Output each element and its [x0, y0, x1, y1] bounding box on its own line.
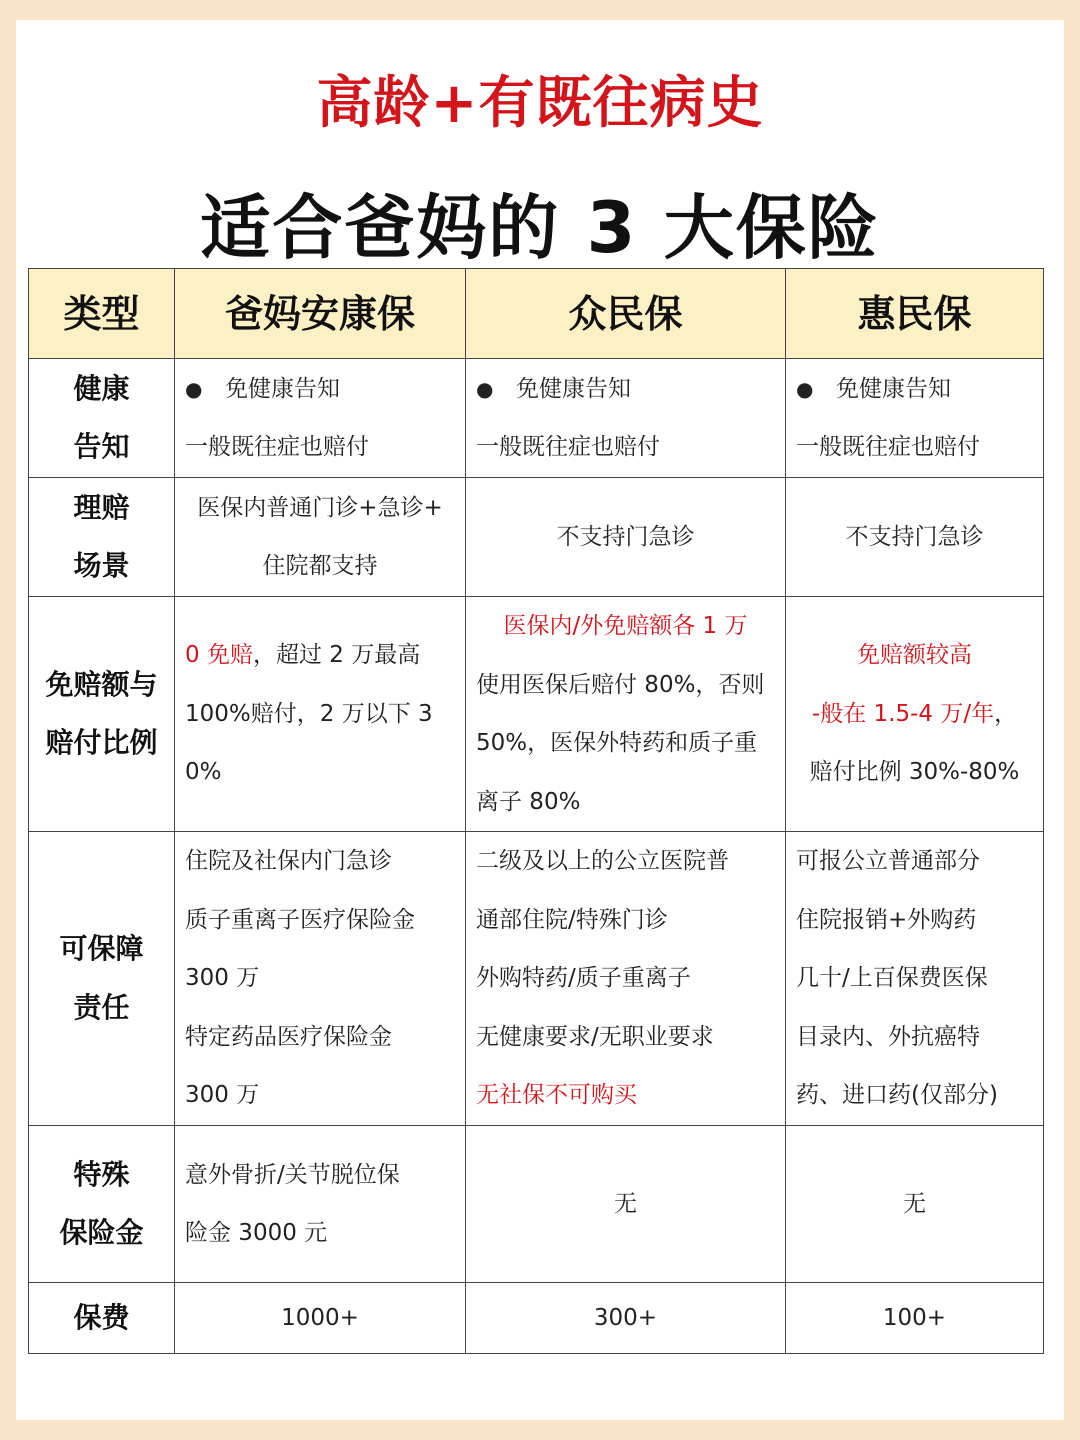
header-row — [29, 269, 1044, 359]
cell-coverage-c: 可报公立普通部分 住院报销+外购药 几十/上百保费医保 目录内、外抗癌特 药、进口药(仅部分) — [786, 832, 1044, 1126]
header-type: 类型 — [29, 269, 175, 359]
cell-premium-a: 1000+ — [175, 1283, 466, 1354]
cell-premium-b: 300+ — [466, 1283, 786, 1354]
cell-special-c: 无 — [786, 1126, 1044, 1283]
cell-special-a: 意外骨折/关节脱位保 险金 3000 元 — [175, 1126, 466, 1283]
cell-deductible-b: 医保内/外免赔额各 1 万 使用医保后赔付 80%，否则 50%，医保外特药和质子重 离子 80% — [466, 597, 786, 832]
title-line-1: 高龄+有既往病史 — [316, 71, 764, 136]
cell-claims-b: 不支持门急诊 — [466, 478, 786, 597]
bullet-icon: ● — [796, 376, 814, 401]
row-claim-scenarios — [29, 478, 1044, 597]
row-label-claims: 理赔 场景 — [29, 478, 175, 597]
cell-premium-c: 100+ — [786, 1283, 1044, 1354]
cell-health-a: ● 免健康告知 一般既往症也赔付 — [175, 359, 466, 478]
row-health-disclosure — [29, 359, 1044, 478]
row-label-premium: 保费 — [29, 1283, 175, 1354]
cell-deductible-a: 0 免赔，超过 2 万最高 100%赔付，2 万以下 30% — [175, 597, 466, 832]
row-label-health: 健康 告知 — [29, 359, 175, 478]
cell-health-c: ● 免健康告知 一般既往症也赔付 — [786, 359, 1044, 478]
cell-special-b: 无 — [466, 1126, 786, 1283]
row-premium — [29, 1283, 1044, 1354]
bullet-icon: ● — [476, 376, 494, 401]
cell-claims-a: 医保内普通门诊+急诊+ 住院都支持 — [175, 478, 466, 597]
cell-claims-c: 不支持门急诊 — [786, 478, 1044, 597]
cell-deductible-c: 免赔额较高 -般在 1.5-4 万/年， 赔付比例 30%-80% — [786, 597, 1044, 832]
header-plan-zhongmin: 众民保 — [466, 269, 786, 359]
comparison-table — [28, 268, 1044, 1354]
row-coverage — [29, 832, 1044, 1126]
bullet-icon: ● — [185, 376, 203, 401]
cell-health-b: ● 免健康告知 一般既往症也赔付 — [466, 359, 786, 478]
row-label-deductible: 免赔额与 赔付比例 — [29, 597, 175, 832]
row-special-benefit — [29, 1126, 1044, 1283]
row-deductible — [29, 597, 1044, 832]
cell-coverage-b: 二级及以上的公立医院普 通部住院/特殊门诊 外购特药/质子重离子 无健康要求/无职业要求 无社保不可购买 — [466, 832, 786, 1126]
title-line-2: 适合爸妈的 3 大保险 — [200, 187, 880, 269]
row-label-coverage: 可保障 责任 — [29, 832, 175, 1126]
row-label-special: 特殊 保险金 — [29, 1126, 175, 1283]
header-plan-huimin: 惠民保 — [786, 269, 1044, 359]
header-plan-bamaankang: 爸妈安康保 — [175, 269, 466, 359]
page-card — [16, 20, 1064, 1420]
cell-coverage-a: 住院及社保内门急诊 质子重离子医疗保险金 300 万 特定药品医疗保险金 300 万 — [175, 832, 466, 1126]
